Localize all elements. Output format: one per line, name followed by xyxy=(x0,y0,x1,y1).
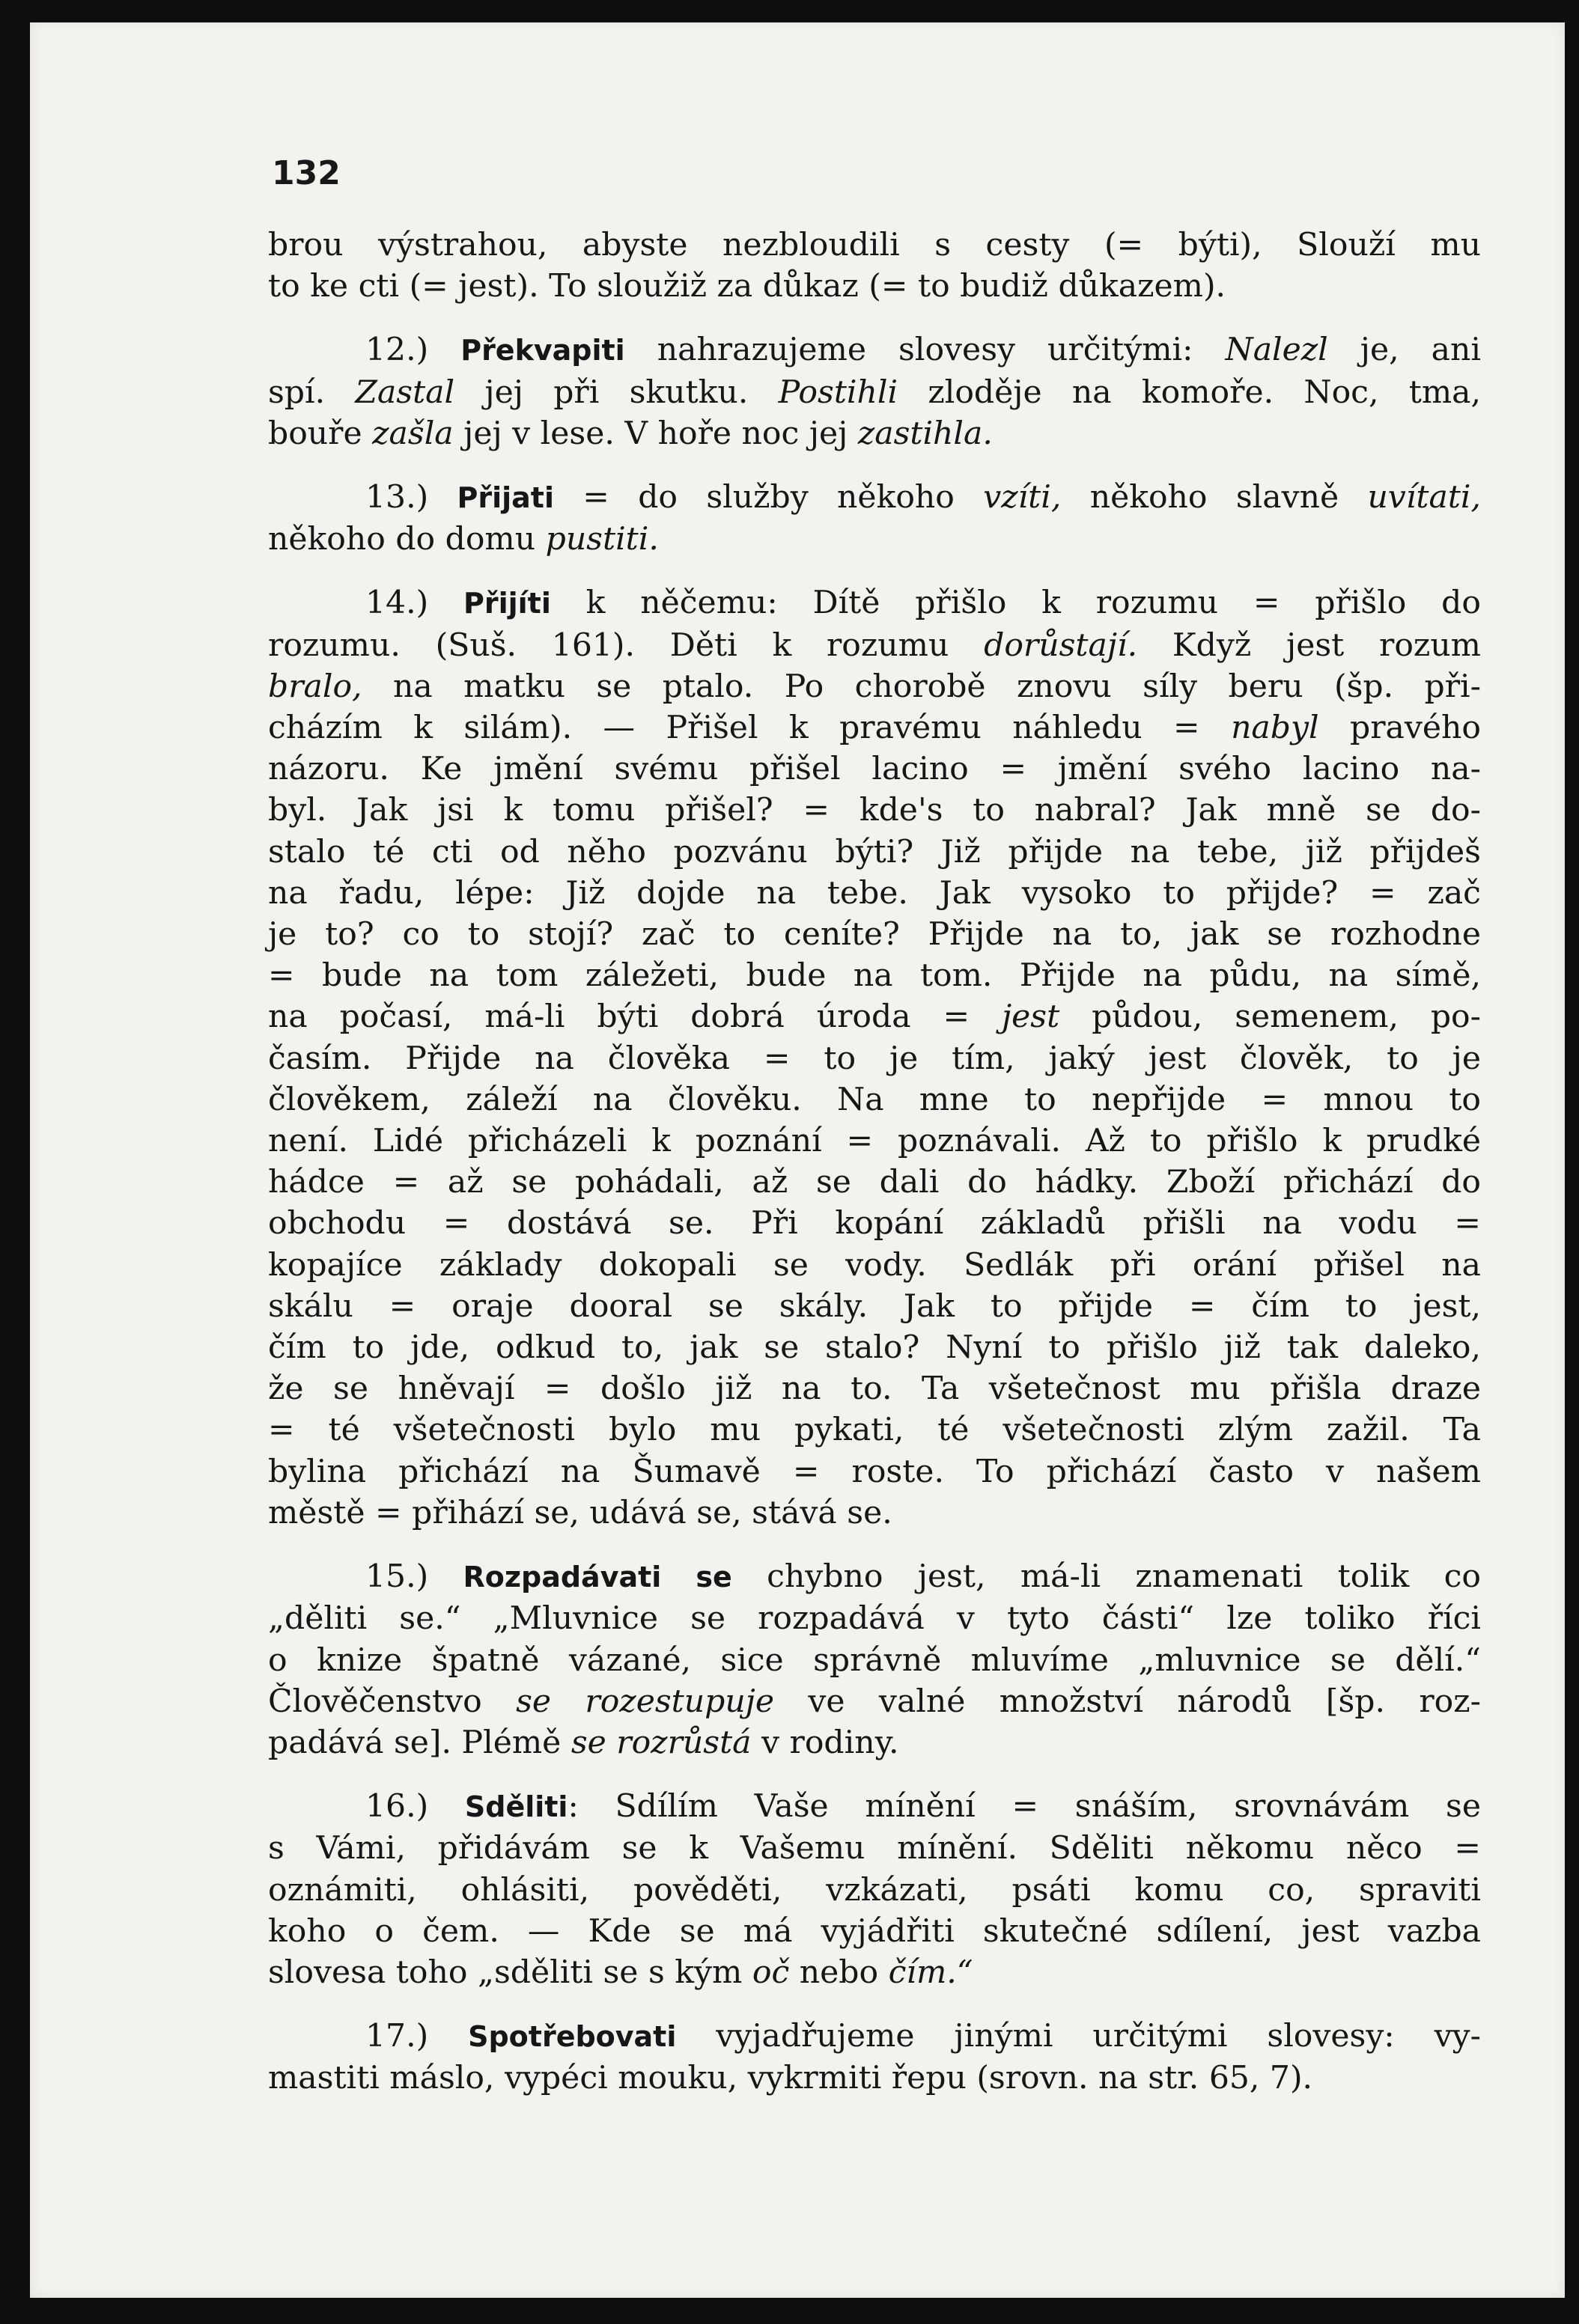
text-line xyxy=(268,1722,1481,1763)
text-line xyxy=(268,748,1481,790)
text-run: hádce = až se pohádali, až se dali do hádky. Zboží přichází do xyxy=(268,1164,1481,1201)
italic-text: se rozrůstá xyxy=(571,1724,752,1761)
entry-headword: Přijíti xyxy=(463,587,551,620)
text-run: že se hněvají = došlo již na to. Ta všetečnost mu přišla draze xyxy=(268,1370,1481,1408)
page-number: 132 xyxy=(272,154,341,192)
text-run: byl. Jak jsi k tomu přišel? = kde's to nabral? Jak mně se do- xyxy=(268,792,1481,829)
text-line xyxy=(268,996,1481,1037)
text-run: s Vámi, přidávám se k Vašemu mínění. Sděliti někomu něco = xyxy=(268,1830,1481,1867)
text-line xyxy=(268,1911,1481,1952)
text-run: bylina přichází na Šumavě = roste. To přichází často v našem xyxy=(268,1453,1481,1490)
text-run: jej v lese. V hoře noc jej xyxy=(453,415,858,452)
entry-headword: Rozpadávati se xyxy=(463,1561,732,1594)
text-run: = té všetečnosti bylo mu pykati, té všetečnosti zlým zažil. Ta xyxy=(268,1412,1481,1449)
text-run: slovesa toho „sděliti se s kým xyxy=(268,1954,752,1991)
text-line xyxy=(268,1681,1481,1722)
text-run: na řadu, lépe: Již dojde na tebe. Jak vysoko to přijde? = zač xyxy=(268,874,1481,912)
italic-text: dorůstají. xyxy=(984,626,1138,664)
text-line xyxy=(268,832,1481,873)
text-run: rozumu. (Suš. 161). Děti k rozumu xyxy=(268,626,985,664)
text-run: spí. xyxy=(268,373,356,411)
text-line xyxy=(268,873,1481,914)
text-run: 15.) xyxy=(365,1558,463,1596)
text-line xyxy=(268,1203,1481,1244)
entry-headword: Překvapiti xyxy=(460,334,625,367)
text-line xyxy=(268,1556,1481,1598)
text-line xyxy=(268,372,1481,413)
italic-text: vzíti, xyxy=(983,479,1062,516)
italic-text: nabyl xyxy=(1231,710,1319,747)
text-run: je to? co to stojí? zač to ceníte? Přijde na to, jak se rozhodne xyxy=(268,916,1481,954)
text-run: skálu = oraje dooral se skály. Jak to přijde = čím to jest, xyxy=(268,1287,1481,1325)
italic-text: jest xyxy=(1001,998,1060,1036)
text-run: obchodu = dostává se. Při kopání základů přišli na vodu = xyxy=(268,1205,1481,1242)
text-run: 17.) xyxy=(365,2018,469,2055)
text-line xyxy=(268,955,1481,996)
text-run: nebo xyxy=(789,1954,889,1991)
italic-text: zašla xyxy=(372,415,454,452)
text-run: kopajíce základy dokopali se vody. Sedlák při orání přišel na xyxy=(268,1246,1481,1284)
text-run: 16.) xyxy=(365,1788,465,1826)
body-text xyxy=(268,225,1481,2099)
italic-text: uvítati, xyxy=(1367,479,1482,516)
text-line xyxy=(268,1245,1481,1286)
text-line xyxy=(268,1409,1481,1451)
text-line xyxy=(268,625,1481,666)
text-line xyxy=(268,266,1481,307)
text-run: o knize špatně vázané, sice správně mluvíme „mluvnice se dělí.“ xyxy=(268,1641,1481,1679)
text-run: brou výstrahou, abyste nezbloudili s cesty (= býti), Slouží mu xyxy=(268,227,1481,263)
text-line xyxy=(268,1162,1481,1203)
text-line xyxy=(268,1640,1481,1681)
text-line xyxy=(268,477,1481,519)
text-line xyxy=(268,2016,1481,2058)
text-run: to ke cti (= jest). To sloužiž za důkaz (= to budiž důkazem). xyxy=(268,268,1226,305)
text-run: na matku se ptalo. Po chorobě znovu síly beru (šp. při- xyxy=(362,668,1481,705)
text-line xyxy=(268,1038,1481,1079)
italic-text: Postihli xyxy=(778,373,898,411)
italic-text: bralo, xyxy=(268,668,362,705)
italic-text: Nalezl xyxy=(1225,332,1328,369)
text-run: člověkem, záleží na člověku. Na mne to nepřijde = mnou to xyxy=(268,1081,1481,1118)
text-line xyxy=(268,1451,1481,1492)
text-line xyxy=(268,1952,1481,1993)
text-line xyxy=(268,1786,1481,1828)
text-run: 13.) xyxy=(365,479,457,516)
entry-headword: Sděliti xyxy=(464,1790,568,1824)
text-line xyxy=(268,413,1481,454)
text-run: chybno jest, má-li znamenati tolik co xyxy=(731,1558,1481,1596)
text-line xyxy=(268,329,1481,371)
text-line xyxy=(268,707,1481,748)
entry-headword: Přijati xyxy=(457,481,554,515)
text-run: v rodiny. xyxy=(751,1724,899,1761)
text-line xyxy=(268,1492,1481,1534)
italic-text: zastihla. xyxy=(857,415,993,452)
text-line xyxy=(268,1120,1481,1162)
text-run: 12.) xyxy=(365,332,461,369)
text-run: padává se]. Plémě xyxy=(268,1724,571,1761)
text-run: Člověčenstvo xyxy=(268,1683,517,1720)
text-line xyxy=(268,225,1481,266)
text-line xyxy=(268,1870,1481,1911)
text-line xyxy=(268,1368,1481,1409)
entry-headword: Spotřebovati xyxy=(468,2020,677,2054)
italic-text: pustiti. xyxy=(545,521,659,558)
text-run: jej při skutku. xyxy=(454,373,779,411)
text-run: koho o čem. — Kde se má vyjádřiti skutečné sdílení, jest vazba xyxy=(268,1912,1481,1950)
text-line xyxy=(268,582,1481,624)
text-run: 14.) xyxy=(365,585,463,622)
text-run: nahrazujeme slovesy určitými: xyxy=(624,332,1226,369)
text-line xyxy=(268,1286,1481,1327)
text-run: Když jest rozum xyxy=(1137,626,1481,664)
italic-text: se rozestupuje xyxy=(516,1683,775,1720)
text-run: bouře xyxy=(268,415,373,452)
text-run: : Sdílím Vaše mínění = snáším, srovnávám se xyxy=(568,1788,1481,1826)
text-run: je, ani xyxy=(1327,332,1481,369)
text-run: není. Lidé přicházeli k poznání = poznávali. Až to přišlo k prudké xyxy=(268,1123,1481,1160)
italic-text: čím.“ xyxy=(888,1954,973,1991)
text-line xyxy=(268,1327,1481,1368)
text-line xyxy=(268,666,1481,707)
text-run: čím to jde, odkud to, jak se stalo? Nyní to přišlo již tak daleko, xyxy=(268,1329,1481,1367)
text-run: vyjadřujeme jinými určitými slovesy: vy- xyxy=(676,2018,1481,2055)
text-run: „děliti se.“ „Mluvnice se rozpadává v tyto části“ lze toliko říci xyxy=(268,1600,1481,1638)
text-run: = bude na tom záležeti, bude na tom. Přijde na půdu, na símě, xyxy=(268,957,1481,995)
text-run: časím. Přijde na člověka = to je tím, jaký jest člověk, to je xyxy=(268,1040,1481,1077)
text-run: půdou, semenem, po- xyxy=(1059,998,1481,1036)
text-run: oznámiti, ohlásiti, pověděti, vzkázati, psáti komu co, spraviti xyxy=(268,1871,1481,1909)
italic-text: Zastal xyxy=(355,373,455,411)
text-line xyxy=(268,790,1481,831)
text-run: k něčemu: Dítě přišlo k rozumu = přišlo do xyxy=(550,585,1481,622)
text-run: stalo té cti od něho pozvánu býti? Již přijde na tebe, již přijdeš xyxy=(268,833,1481,870)
text-run: = do služby někoho xyxy=(553,479,984,516)
text-line xyxy=(268,1828,1481,1869)
text-run: názoru. Ke jmění svému přišel lacino = jmění svého lacino na- xyxy=(268,751,1481,788)
text-run: mastiti máslo, vypéci mouku, vykrmiti řepu (srovn. na str. 65, 7). xyxy=(268,2060,1313,2097)
text-run: městě = přihází se, udává se, stává se. xyxy=(268,1494,892,1531)
text-line xyxy=(268,1079,1481,1120)
text-run: zloděje na komoře. Noc, tma, xyxy=(898,373,1481,411)
text-run: na počasí, má-li býti dobrá úroda = xyxy=(268,998,1002,1036)
text-run: ve valné množství národů [šp. roz- xyxy=(774,1683,1481,1720)
text-line xyxy=(268,1598,1481,1639)
book-page xyxy=(30,22,1565,2298)
text-run: někoho do domu xyxy=(268,521,546,558)
text-run: cházím k silám). — Přišel k pravému náhledu = xyxy=(268,710,1232,747)
text-line xyxy=(268,519,1481,560)
text-run: pravého xyxy=(1318,710,1481,747)
text-run: někoho slavně xyxy=(1061,479,1368,516)
italic-text: oč xyxy=(752,1954,790,1991)
text-line xyxy=(268,914,1481,955)
text-line xyxy=(268,2058,1481,2099)
